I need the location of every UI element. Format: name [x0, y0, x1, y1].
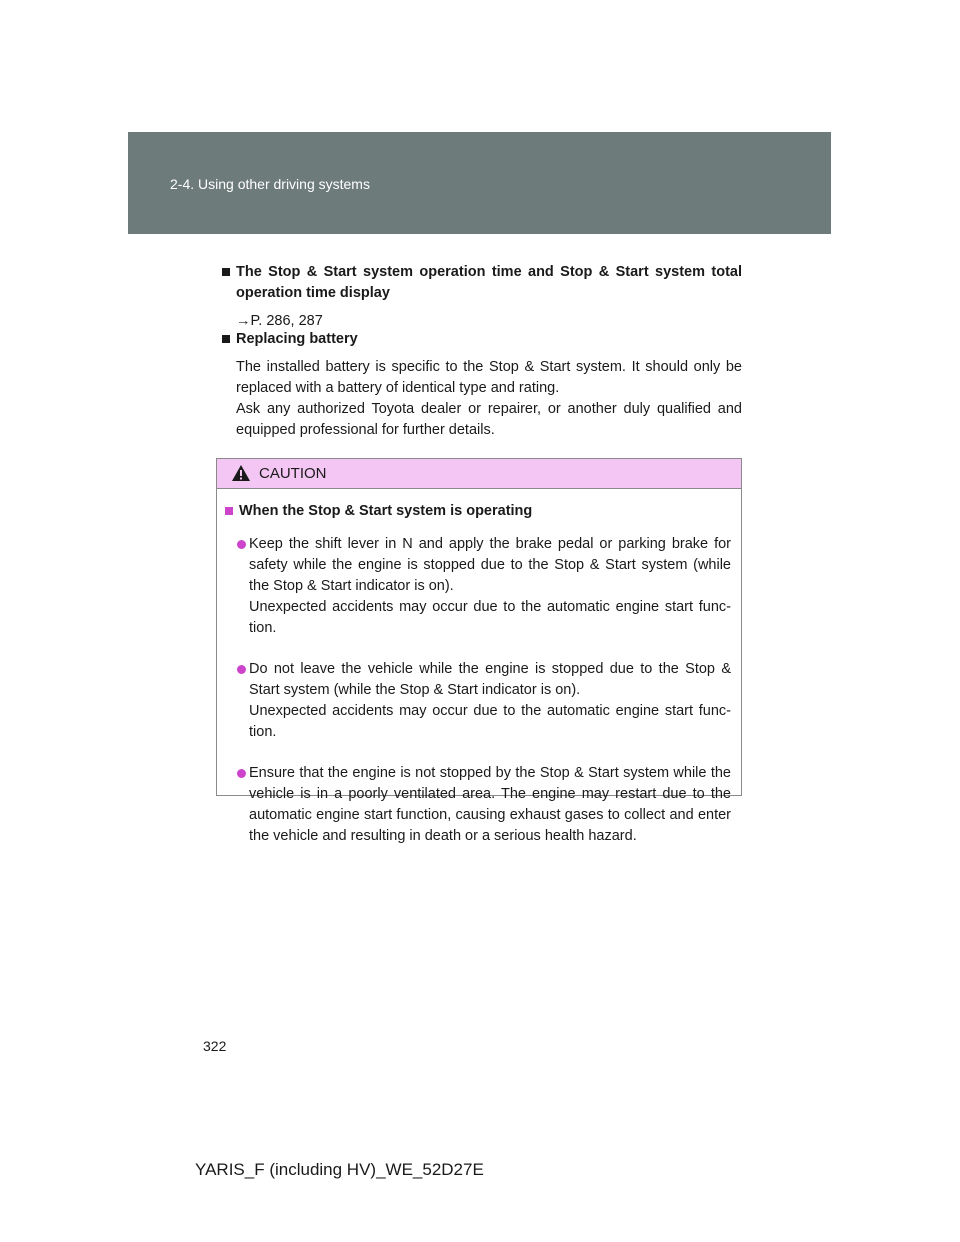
caution-header [217, 459, 741, 489]
section-text: The installed battery is specific to the Stop & Start system. It should only be replaced with a battery of identical type and rating. [236, 359, 742, 396]
section-text: Ask any authorized Toyota dealer or repairer, or another duly qualified and equipped professional for further details. [236, 401, 742, 438]
caution-box [216, 458, 742, 844]
bullet-dot-icon [237, 665, 246, 674]
chapter-header [128, 132, 831, 234]
page-number: 322 [203, 1038, 227, 1054]
page-reference: →P. 286, 287 [236, 313, 323, 329]
bullet-dot-icon [237, 540, 246, 549]
caution-bullet: Keep the shift lever in N and apply the brake pedal or parking brake for safety while the engine is stopped due to the Stop & Start system (while the Stop & Start indicator is on). Unexpected accidents may occur due to the automatic engine start func-tion. [237, 534, 731, 639]
section-operation-time [222, 262, 742, 332]
document-footer: YARIS_F (including HV)_WE_52D27E [195, 1160, 484, 1179]
bullet-dot-icon [237, 769, 246, 778]
square-bullet-icon [222, 268, 230, 276]
caution-label: CAUTION [259, 465, 327, 482]
warning-triangle-icon [231, 464, 251, 482]
section-heading: The Stop & Start system operation time and Stop & Start system total operation time display [222, 262, 742, 304]
section-heading: Replacing battery [222, 329, 742, 350]
caution-bullet: Ensure that the engine is not stopped by the Stop & Start system while the vehicle is in a poorly ventilated area. The engine may restart due to the automatic engine start function, causing exhaust gases to collect and enter the vehicle and resulting in death or a serious health hazard. [237, 763, 731, 847]
chapter-title: 2-4. Using other driving systems [170, 176, 370, 192]
caution-bullet: Do not leave the vehicle while the engine is stopped due to the Stop & Start system (while the Stop & Start indicator is on). Unexpected accidents may occur due to the automatic engine start func-tion. [237, 659, 731, 743]
caution-heading: When the Stop & Start system is operating [225, 501, 731, 522]
square-bullet-icon [222, 335, 230, 343]
square-bullet-icon [225, 507, 233, 515]
section-replacing-battery [222, 329, 742, 441]
